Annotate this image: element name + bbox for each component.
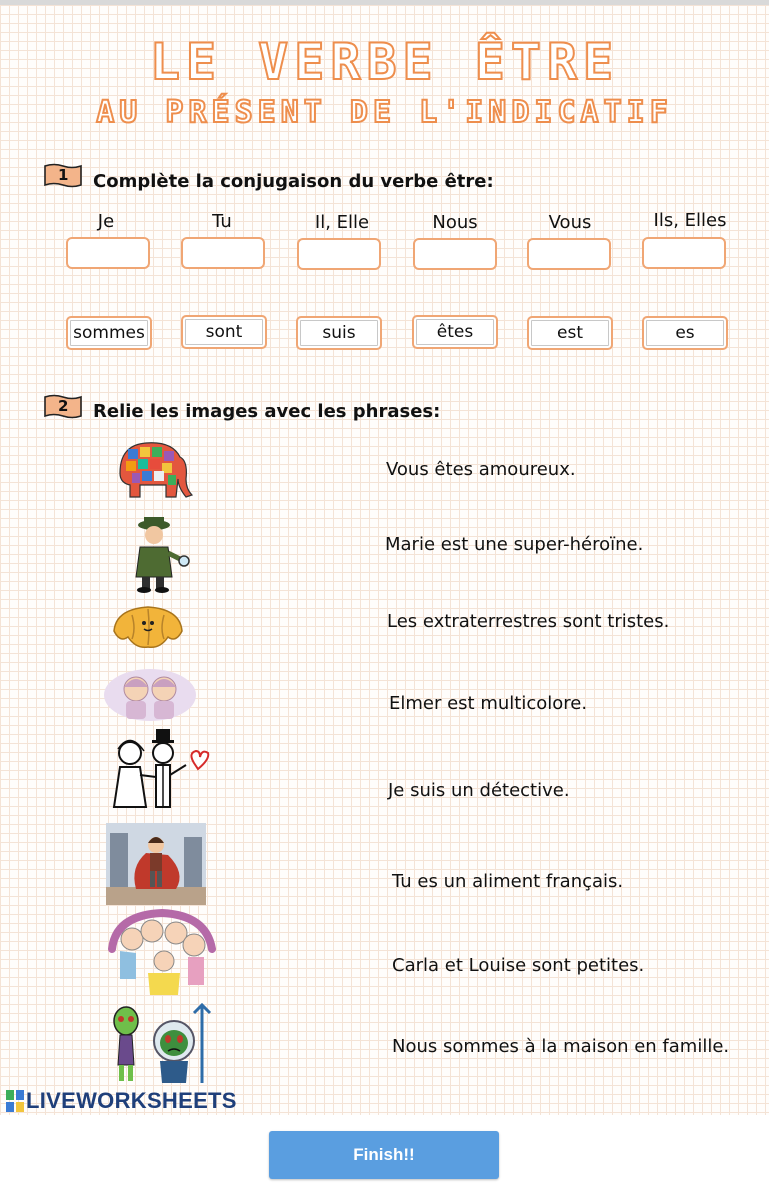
section-1-number: 1 [58,166,69,184]
draggable-word-chip[interactable]: suis [296,316,382,350]
answer-drop-box[interactable] [527,238,611,270]
sentence-option[interactable]: Nous sommes à la maison en famille. [392,1036,730,1057]
pronoun-label: Ils, Elles [653,210,727,231]
superhero-girl-icon[interactable] [106,823,206,905]
answer-drop-box[interactable] [297,238,381,270]
wedding-couple-icon[interactable] [108,727,212,813]
answer-drop-box[interactable] [66,237,150,269]
liveworksheets-logo-text: LIVEWORKSHEETS [26,1088,237,1113]
draggable-word-chip[interactable]: êtes [412,315,498,349]
twins-icon[interactable] [102,665,198,725]
family-hug-icon[interactable] [106,909,216,997]
pronoun-label: Je [97,211,115,232]
worksheet [0,5,769,1115]
pronoun-label: Nous [432,212,478,233]
section-2-instruction: Relie les images avec les phrases: [93,401,441,422]
sentence-option[interactable]: Vous êtes amoureux. [386,459,576,480]
sentence-option[interactable]: Je suis un détective. [388,780,570,801]
worksheet-title: LE VERBE ÊTRE [149,33,620,91]
liveworksheets-logo [6,1088,237,1114]
aliens-icon[interactable] [104,1003,216,1085]
worksheet-subtitle: AU PRÉSENT DE L'INDICATIF [96,95,673,130]
answer-drop-box[interactable] [181,237,265,269]
draggable-word-chip[interactable]: est [527,316,613,350]
section-2-number: 2 [58,397,69,415]
answer-drop-box[interactable] [642,237,726,269]
sentence-option[interactable]: Les extraterrestres sont tristes. [387,611,670,632]
pronoun-label: Tu [212,211,232,232]
sentence-option[interactable]: Tu es un aliment français. [392,871,624,892]
draggable-word-chip[interactable]: sont [181,315,267,349]
pronoun-label: Vous [548,212,592,233]
sentence-option[interactable]: Marie est une super-héroïne. [385,534,644,555]
draggable-word-chip[interactable]: sommes [66,316,152,350]
liveworksheets-logo-icon [6,1090,24,1112]
croissant-icon[interactable] [110,601,186,653]
section-1-instruction: Complète la conjugaison du verbe être: [93,171,494,192]
sentence-option[interactable]: Carla et Louise sont petites. [392,955,645,976]
sentence-option[interactable]: Elmer est multicolore. [389,693,588,714]
answer-drop-box[interactable] [413,238,497,270]
detective-icon[interactable] [116,513,190,593]
draggable-word-chip[interactable]: es [642,316,728,350]
pronoun-label: Il, Elle [314,212,370,233]
patchwork-elephant-icon[interactable] [112,439,194,503]
finish-button[interactable]: Finish!! [269,1131,499,1179]
